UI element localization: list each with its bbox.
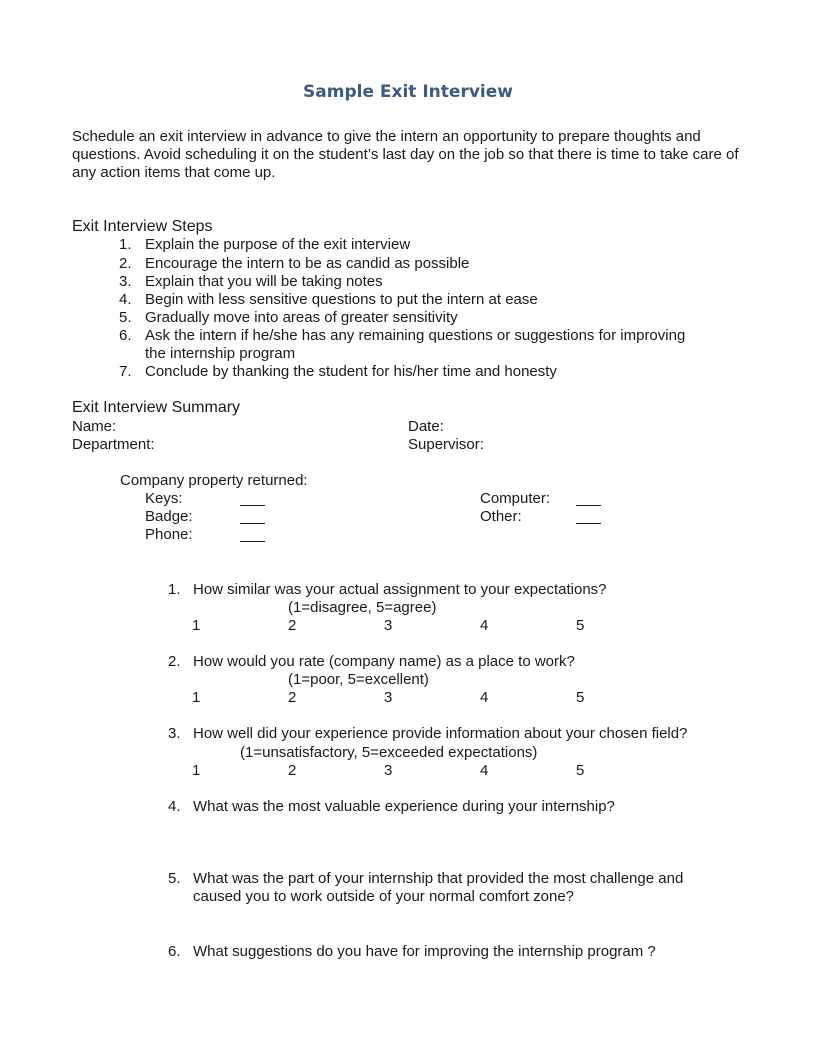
step-text: Gradually move into areas of greater sensitivity: [145, 309, 458, 326]
step-text-continued: the internship program: [145, 345, 296, 362]
date-label: Date:: [408, 418, 444, 435]
question-text: What suggestions do you have for improving the internship program ?: [193, 943, 656, 960]
rating-5: 5: [576, 689, 585, 706]
rating-1: 1: [192, 617, 201, 634]
rating-5: 5: [576, 617, 585, 634]
step-text: Encourage the intern to be as candid as possible: [145, 255, 470, 272]
rating-4: 4: [480, 689, 489, 706]
question-number: 1.: [168, 581, 181, 598]
question-number: 4.: [168, 798, 181, 815]
property-label: Company property returned:: [120, 472, 308, 489]
supervisor-label: Supervisor:: [408, 436, 484, 453]
summary-heading: Exit Interview Summary: [72, 399, 241, 416]
steps-heading: Exit Interview Steps: [72, 218, 213, 235]
rating-3: 3: [384, 762, 393, 779]
step-number: 3.: [119, 273, 132, 290]
other-blank: [576, 511, 601, 524]
rating-2: 2: [288, 762, 297, 779]
step-text: Explain that you will be taking notes: [145, 273, 383, 290]
rating-3: 3: [384, 689, 393, 706]
question-text: How would you rate (company name) as a place to work?: [193, 653, 575, 670]
step-text: Conclude by thanking the student for his/her time and honesty: [145, 363, 557, 380]
rating-scale: (1=unsatisfactory, 5=exceeded expectations): [240, 744, 538, 761]
rating-2: 2: [288, 617, 297, 634]
computer-label: Computer:: [480, 490, 551, 507]
step-number: 6.: [119, 327, 132, 344]
step-text: Ask the intern if he/she has any remaining questions or suggestions for improving: [145, 327, 686, 344]
question-text-continued: caused you to work outside of your normal comfort zone?: [193, 888, 575, 905]
rating-1: 1: [192, 689, 201, 706]
badge-blank: [240, 511, 265, 524]
computer-blank: [576, 493, 601, 506]
page-title: Sample Exit Interview: [303, 82, 513, 102]
department-label: Department:: [72, 436, 155, 453]
rating-3: 3: [384, 617, 393, 634]
rating-4: 4: [480, 762, 489, 779]
rating-scale: (1=poor, 5=excellent): [288, 671, 429, 688]
step-number: 1.: [119, 236, 132, 253]
intro-paragraph: Schedule an exit interview in advance to give the intern an opportunity to prepare thoughts and questions. Avoid scheduling it on the student’s last day on the job so that there is time to take care of any action items that come up.: [72, 128, 739, 181]
name-label: Name:: [72, 418, 117, 435]
question-text: What was the part of your internship that provided the most challenge and: [193, 870, 684, 887]
step-number: 2.: [119, 255, 132, 272]
question-text: How well did your experience provide information about your chosen field?: [193, 725, 688, 742]
question-text: How similar was your actual assignment to your expectations?: [193, 581, 607, 598]
rating-4: 4: [480, 617, 489, 634]
rating-1: 1: [192, 762, 201, 779]
keys-blank: [240, 493, 265, 506]
badge-label: Badge:: [145, 508, 193, 525]
keys-label: Keys:: [145, 490, 183, 507]
question-number: 2.: [168, 653, 181, 670]
question-text: What was the most valuable experience during your internship?: [193, 798, 615, 815]
other-label: Other:: [480, 508, 522, 525]
step-number: 7.: [119, 363, 132, 380]
step-text: Begin with less sensitive questions to put the intern at ease: [145, 291, 538, 308]
rating-scale: (1=disagree, 5=agree): [288, 599, 437, 616]
step-text: Explain the purpose of the exit interview: [145, 236, 411, 253]
step-number: 4.: [119, 291, 132, 308]
step-number: 5.: [119, 309, 132, 326]
phone-blank: [240, 529, 265, 542]
rating-5: 5: [576, 762, 585, 779]
rating-2: 2: [288, 689, 297, 706]
question-number: 5.: [168, 870, 181, 887]
question-number: 6.: [168, 943, 181, 960]
phone-label: Phone:: [145, 526, 193, 543]
question-number: 3.: [168, 725, 181, 742]
